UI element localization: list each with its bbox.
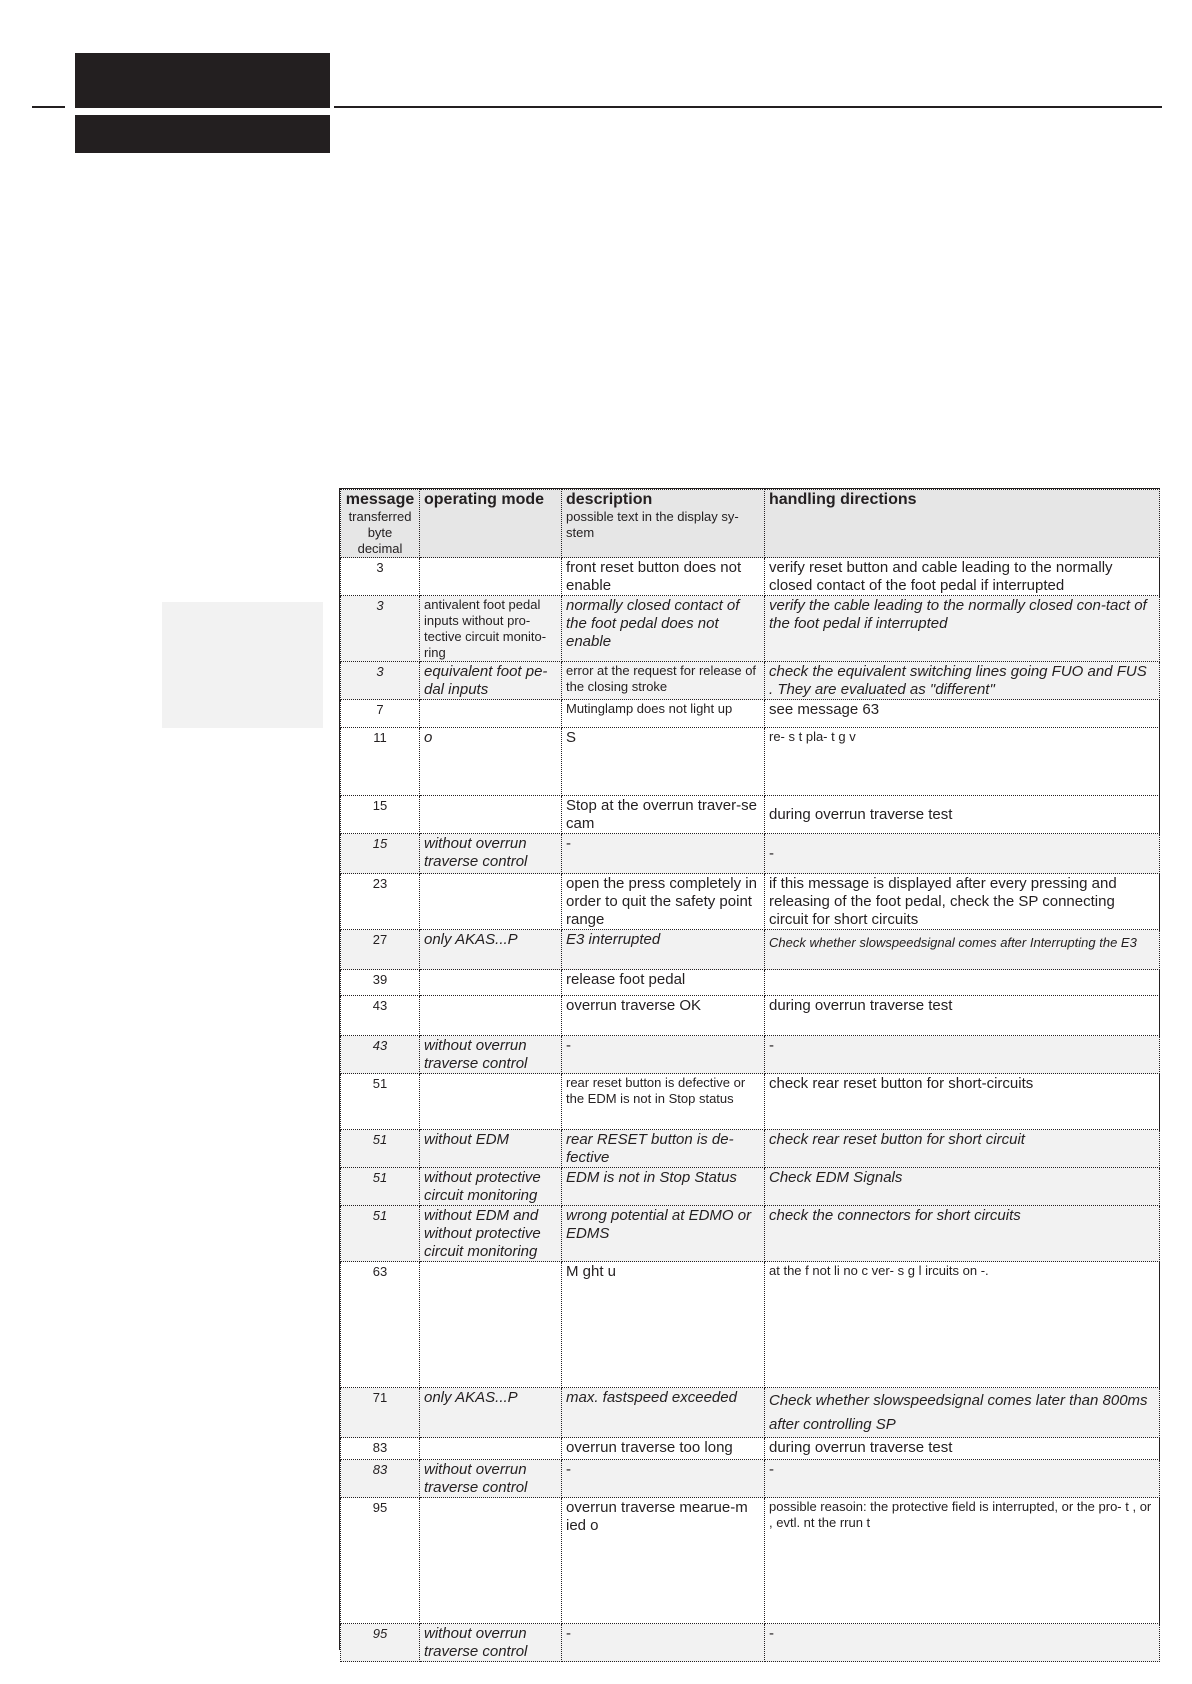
table-row <box>341 728 1160 796</box>
cell-mode: o <box>420 728 562 796</box>
cell-description: rear reset button is defective or the EDM is not in Stop status <box>562 1074 765 1130</box>
cell-description: S <box>562 728 765 796</box>
header-rule-left <box>32 106 65 108</box>
cell-description: Stop at the overrun traver-se cam <box>562 796 765 834</box>
table-row <box>341 834 1160 874</box>
cell-message: 15 <box>341 834 420 874</box>
table-row <box>341 996 1160 1036</box>
table-row <box>341 662 1160 700</box>
header-message-sub: transferred byte decimal <box>348 509 412 556</box>
cell-mode: without EDM <box>420 1130 562 1168</box>
cell-description: front reset button does not enable <box>562 558 765 596</box>
cell-message: 71 <box>341 1388 420 1438</box>
cell-message: 23 <box>341 874 420 930</box>
cell-handling: Check whether slowspeedsignal comes later than 800ms after controlling SP <box>765 1388 1160 1438</box>
cell-handling: during overrun traverse test <box>765 996 1160 1036</box>
cell-mode <box>420 970 562 996</box>
cell-handling: Check whether slowspeedsignal comes after Interrupting the E3 <box>765 930 1160 970</box>
cell-message: 15 <box>341 796 420 834</box>
cell-message: 39 <box>341 970 420 996</box>
cell-message: 3 <box>341 558 420 596</box>
cell-message: 51 <box>341 1074 420 1130</box>
cell-mode: only AKAS...P <box>420 930 562 970</box>
cell-mode: without overrun traverse control <box>420 1624 562 1662</box>
cell-mode: without EDM and without protective circuit monitoring <box>420 1206 562 1262</box>
cell-mode: without protective circuit monitoring <box>420 1168 562 1206</box>
header-handling-directions: handling directions <box>765 490 1160 558</box>
cell-mode <box>420 700 562 728</box>
table-row <box>341 558 1160 596</box>
cell-handling: see message 63 <box>765 700 1160 728</box>
side-shaded-box <box>162 602 323 728</box>
cell-handling <box>765 970 1160 996</box>
cell-mode <box>420 1262 562 1388</box>
cell-mode: without overrun traverse control <box>420 834 562 874</box>
table-row <box>341 1438 1160 1460</box>
header-description: description possible text in the display sy-stem <box>562 490 765 558</box>
cell-description: - <box>562 1460 765 1498</box>
cell-message: 51 <box>341 1168 420 1206</box>
cell-handling: - <box>765 1036 1160 1074</box>
cell-message: 3 <box>341 662 420 700</box>
cell-handling: during overrun traverse test <box>765 796 1160 834</box>
cell-message: 27 <box>341 930 420 970</box>
cell-description: max. fastspeed exceeded <box>562 1388 765 1438</box>
table-row <box>341 700 1160 728</box>
header-operating-mode: operating mode <box>420 490 562 558</box>
cell-description: Mutinglamp does not light up <box>562 700 765 728</box>
cell-message: 3 <box>341 596 420 662</box>
cell-description: - <box>562 1036 765 1074</box>
cell-mode <box>420 796 562 834</box>
cell-description: - <box>562 834 765 874</box>
cell-handling: - <box>765 1460 1160 1498</box>
header-description-sub: possible text in the display sy-stem <box>566 509 739 540</box>
header-message: message transferred byte decimal <box>341 490 420 558</box>
cell-handling: during overrun traverse test <box>765 1438 1160 1460</box>
cell-handling: at the f not li no c ver- s g l ircuits on -. <box>765 1262 1160 1388</box>
cell-description: E3 interrupted <box>562 930 765 970</box>
cell-description: open the press completely in order to quit the safety point range <box>562 874 765 930</box>
table-row <box>341 970 1160 996</box>
cell-mode <box>420 558 562 596</box>
table-row <box>341 1036 1160 1074</box>
cell-description: overrun traverse too long <box>562 1438 765 1460</box>
table-row <box>341 1388 1160 1438</box>
cell-handling: check the equivalent switching lines going FUO and FUS . They are evaluated as "different" <box>765 662 1160 700</box>
table-row <box>341 1206 1160 1262</box>
cell-message: 43 <box>341 1036 420 1074</box>
table-row <box>341 874 1160 930</box>
table-row <box>341 930 1160 970</box>
cell-description: wrong potential at EDMO or EDMS <box>562 1206 765 1262</box>
table-row <box>341 1262 1160 1388</box>
cell-message: 63 <box>341 1262 420 1388</box>
cell-mode: equivalent foot pe-dal inputs <box>420 662 562 700</box>
message-table <box>339 488 1160 1660</box>
cell-description: overrun traverse mearue-m ied o <box>562 1498 765 1624</box>
cell-description: rear RESET button is de-fective <box>562 1130 765 1168</box>
cell-description: error at the request for release of the closing stroke <box>562 662 765 700</box>
table-row <box>341 1130 1160 1168</box>
cell-message: 11 <box>341 728 420 796</box>
cell-description: - <box>562 1624 765 1662</box>
table-row <box>341 1498 1160 1624</box>
cell-message: 7 <box>341 700 420 728</box>
cell-mode <box>420 996 562 1036</box>
cell-handling: verify reset button and cable leading to the normally closed contact of the foot pedal if interrupted <box>765 558 1160 596</box>
cell-description: release foot pedal <box>562 970 765 996</box>
cell-handling: - <box>765 834 1160 874</box>
cell-mode: only AKAS...P <box>420 1388 562 1438</box>
cell-handling: check the connectors for short circuits <box>765 1206 1160 1262</box>
cell-description: EDM is not in Stop Status <box>562 1168 765 1206</box>
table-row <box>341 796 1160 834</box>
cell-handling: verify the cable leading to the normally closed con-tact of the foot pedal if interrupted <box>765 596 1160 662</box>
cell-handling: possible reasoin: the protective field is interrupted, or the pro- t , or , evtl. nt the rrun t <box>765 1498 1160 1624</box>
cell-handling: - <box>765 1624 1160 1662</box>
cell-message: 95 <box>341 1624 420 1662</box>
table-row <box>341 1168 1160 1206</box>
cell-mode <box>420 874 562 930</box>
cell-handling: if this message is displayed after every pressing and releasing of the foot pedal, check the SP connecting circuit for short circuits <box>765 874 1160 930</box>
cell-handling: check rear reset button for short-circuits <box>765 1074 1160 1130</box>
cell-handling: check rear reset button for short circuit <box>765 1130 1160 1168</box>
table-row <box>341 1074 1160 1130</box>
cell-message: 83 <box>341 1438 420 1460</box>
header-block-bottom <box>75 115 330 153</box>
cell-mode <box>420 1498 562 1624</box>
cell-mode: without overrun traverse control <box>420 1036 562 1074</box>
cell-message: 43 <box>341 996 420 1036</box>
table-row <box>341 596 1160 662</box>
header-block-top <box>75 53 330 108</box>
cell-message: 51 <box>341 1130 420 1168</box>
table-header-row <box>341 490 1160 558</box>
table-row <box>341 1460 1160 1498</box>
cell-description: overrun traverse OK <box>562 996 765 1036</box>
cell-message: 95 <box>341 1498 420 1624</box>
cell-message: 51 <box>341 1206 420 1262</box>
cell-message: 83 <box>341 1460 420 1498</box>
cell-handling: re- s t pla- t g v <box>765 728 1160 796</box>
cell-mode: antivalent foot pedal inputs without pro-tective circuit monito-ring <box>420 596 562 662</box>
table-row <box>341 1624 1160 1662</box>
header-rule-right <box>334 106 1162 108</box>
cell-mode <box>420 1074 562 1130</box>
cell-mode: without overrun traverse control <box>420 1460 562 1498</box>
cell-handling: Check EDM Signals <box>765 1168 1160 1206</box>
cell-mode <box>420 1438 562 1460</box>
cell-description: normally closed contact of the foot pedal does not enable <box>562 596 765 662</box>
cell-description: M ght u <box>562 1262 765 1388</box>
